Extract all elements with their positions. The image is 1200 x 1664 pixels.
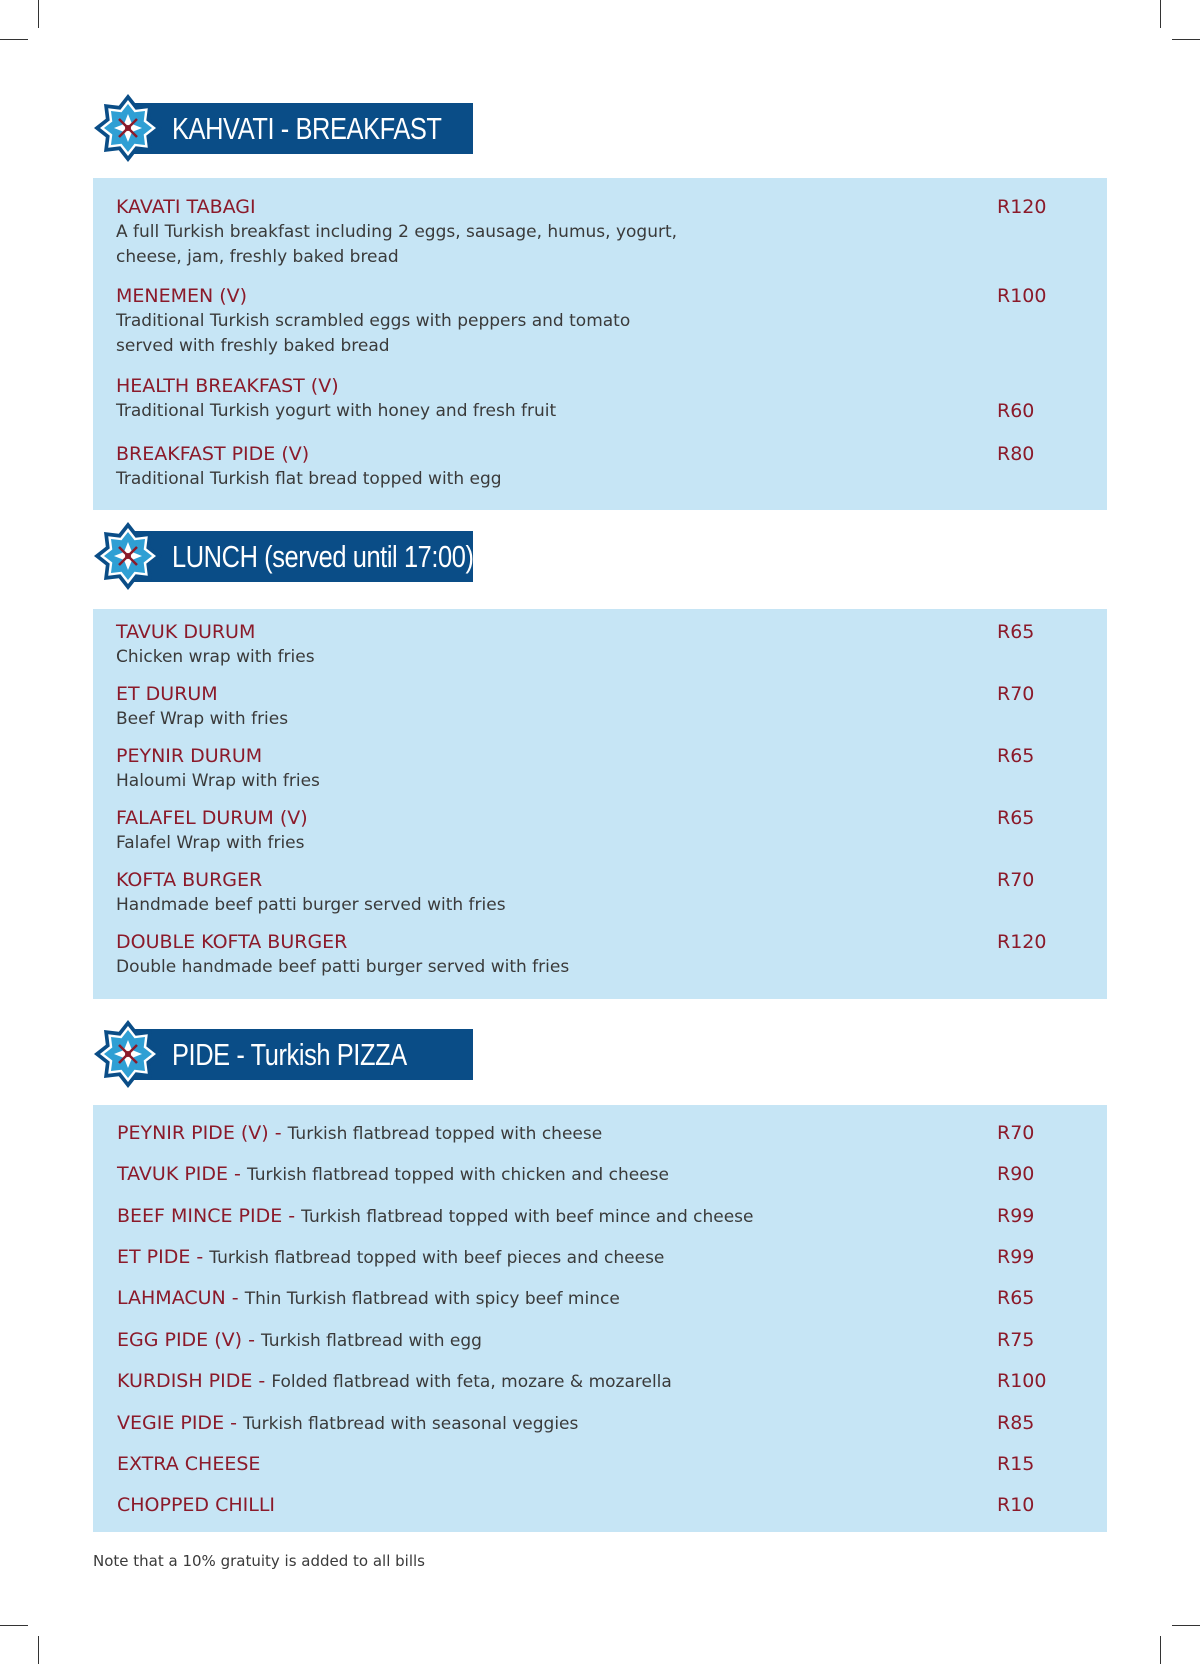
name-separator: - (268, 1122, 288, 1144)
crop-mark (1172, 39, 1200, 40)
item-description: Chicken wrap with fries (116, 647, 315, 667)
item-name: MENEMEN (V) (116, 285, 248, 307)
name-separator: - (190, 1246, 210, 1268)
menu-item (117, 1244, 1107, 1270)
item-name: DOUBLE KOFTA BURGER (116, 931, 348, 953)
name-separator: - (252, 1370, 272, 1392)
item-description: Beef Wrap with fries (116, 709, 289, 729)
menu-panel-lunch (93, 609, 1107, 999)
item-name: LAHMACUN (117, 1287, 226, 1309)
item-price: R85 (997, 1412, 1035, 1434)
item-price: R75 (997, 1329, 1035, 1351)
menu-item (117, 1410, 1107, 1436)
name-separator: - (225, 1287, 245, 1309)
item-name: BEEF MINCE PIDE (117, 1205, 283, 1227)
item-description: Traditional Turkish scrambled eggs with peppers and tomato served with freshly baked bread (116, 311, 631, 356)
eight-point-star-icon (93, 1019, 163, 1089)
menu-item (117, 1451, 1107, 1477)
section-header-lunch (93, 521, 473, 591)
section-header-pide (93, 1019, 473, 1089)
item-name: PEYNIR PIDE (V) (117, 1122, 269, 1144)
item-price: R65 (997, 807, 1035, 829)
eight-point-star-icon (93, 521, 163, 591)
crop-mark (38, 1636, 39, 1664)
item-price: R99 (997, 1246, 1035, 1268)
item-description: Haloumi Wrap with fries (116, 771, 320, 791)
item-description: Turkish flatbread topped with beef pieces and cheese (209, 1248, 665, 1268)
item-name: EXTRA CHEESE (117, 1453, 261, 1475)
item-description: Thin Turkish flatbread with spicy beef mince (244, 1289, 620, 1309)
item-description: Turkish flatbread topped with chicken and cheese (246, 1165, 669, 1185)
menu-item (117, 1285, 1107, 1311)
item-description: Traditional Turkish yogurt with honey and fresh fruit (116, 401, 557, 421)
item-price: R60 (997, 400, 1035, 422)
crop-mark (0, 1625, 28, 1626)
item-description: Turkish flatbread topped with cheese (287, 1124, 603, 1144)
item-name: HEALTH BREAKFAST (V) (116, 375, 339, 397)
item-description: Turkish flatbread with egg (261, 1331, 482, 1351)
menu-item (117, 1368, 1107, 1394)
item-price: R70 (997, 1122, 1035, 1144)
item-description: A full Turkish breakfast including 2 eggs, sausage, humus, yogurt, cheese, jam, freshly baked bread (116, 222, 678, 267)
item-name: ET PIDE (117, 1246, 191, 1268)
section-title: LUNCH (served until 17:00) (172, 539, 474, 574)
menu-item (117, 1203, 1107, 1229)
name-separator: - (224, 1412, 244, 1434)
item-name: KURDISH PIDE (117, 1370, 253, 1392)
section-header-breakfast (93, 93, 473, 163)
menu-item (117, 1120, 1107, 1146)
item-description: Handmade beef patti burger served with fries (116, 895, 506, 915)
menu-item (117, 1492, 1107, 1518)
gratuity-note: Note that a 10% gratuity is added to all bills (93, 1552, 425, 1570)
section-title: KAHVATI - BREAKFAST (172, 111, 442, 146)
eight-point-star-icon (93, 93, 163, 163)
item-price: R120 (997, 931, 1047, 953)
item-price: R65 (997, 1287, 1035, 1309)
crop-mark (0, 39, 28, 40)
name-separator: - (242, 1329, 261, 1351)
item-price: R15 (997, 1453, 1035, 1475)
crop-mark (1160, 1636, 1161, 1664)
crop-mark (1172, 1625, 1200, 1626)
item-description: Double handmade beef patti burger served with fries (116, 957, 570, 977)
item-name: BREAKFAST PIDE (V) (116, 443, 310, 465)
item-name: TAVUK DURUM (116, 621, 256, 643)
item-name: KOFTA BURGER (116, 869, 263, 891)
item-price: R70 (997, 869, 1035, 891)
item-price: R90 (997, 1163, 1035, 1185)
menu-panel-pide (93, 1105, 1107, 1532)
section-title: PIDE - Turkish PIZZA (172, 1037, 407, 1072)
item-name: PEYNIR DURUM (116, 745, 263, 767)
name-separator: - (282, 1205, 302, 1227)
item-name: KAVATI TABAGI (116, 196, 256, 218)
item-description: Turkish flatbread topped with beef mince and cheese (301, 1207, 754, 1227)
item-price: R10 (997, 1494, 1035, 1516)
item-name: VEGIE PIDE (117, 1412, 225, 1434)
item-price: R80 (997, 443, 1035, 465)
item-price: R65 (997, 621, 1035, 643)
crop-mark (1160, 0, 1161, 28)
menu-panel-breakfast (93, 178, 1107, 510)
item-name: FALAFEL DURUM (V) (116, 807, 308, 829)
item-price: R100 (997, 1370, 1047, 1392)
menu-item (117, 1327, 1107, 1353)
menu-item (117, 1161, 1107, 1187)
item-name: TAVUK PIDE (117, 1163, 229, 1185)
item-price: R120 (997, 196, 1047, 218)
item-description: Folded flatbread with feta, mozare & mozarella (271, 1372, 672, 1392)
crop-mark (38, 0, 39, 28)
item-name: ET DURUM (116, 683, 218, 705)
item-name: EGG PIDE (V) (117, 1329, 243, 1351)
item-price: R70 (997, 683, 1035, 705)
item-name: CHOPPED CHILLI (117, 1494, 276, 1516)
item-description: Falafel Wrap with fries (116, 833, 305, 853)
item-price: R99 (997, 1205, 1035, 1227)
item-price: R100 (997, 285, 1047, 307)
name-separator: - (228, 1163, 247, 1185)
item-price: R65 (997, 745, 1035, 767)
item-description: Traditional Turkish flat bread topped with egg (116, 469, 502, 489)
item-description: Turkish flatbread with seasonal veggies (243, 1414, 579, 1434)
